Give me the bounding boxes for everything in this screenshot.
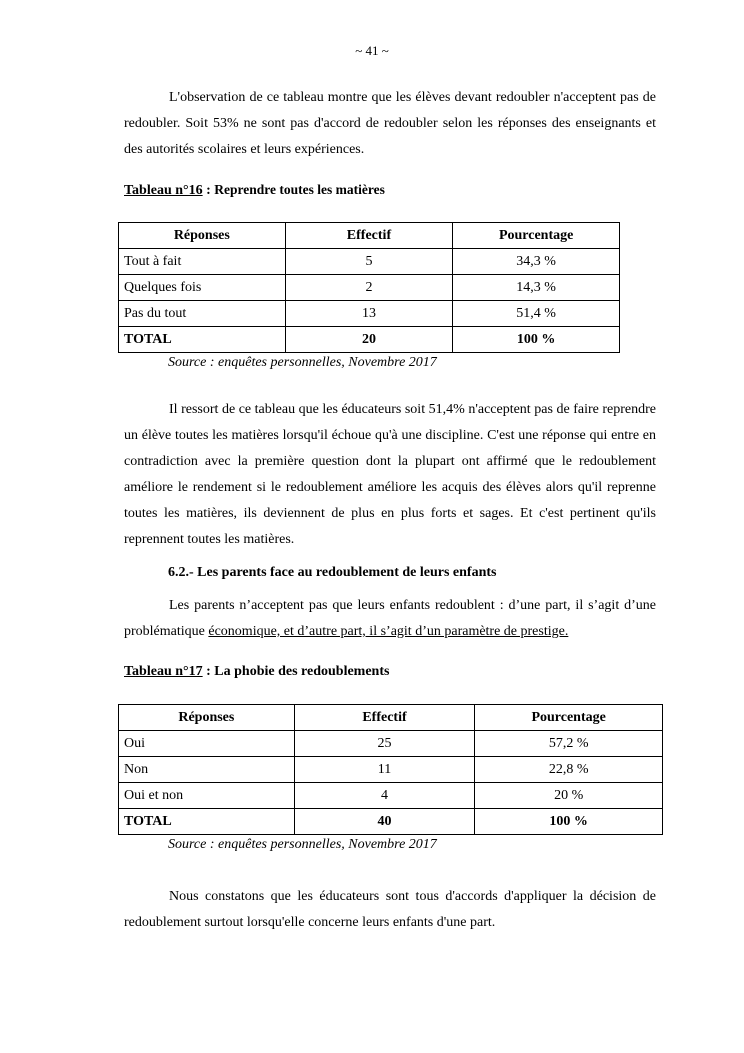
- cell-reponse: Oui et non: [119, 783, 295, 809]
- table16-title: Reprendre toutes les matières: [214, 182, 385, 197]
- cell-pourcentage: 34,3 %: [453, 249, 620, 275]
- cell-reponse: Quelques fois: [119, 275, 286, 301]
- cell-total-label: TOTAL: [119, 809, 295, 835]
- cell-effectif: 25: [294, 731, 475, 757]
- table17-label: Tableau n°17: [124, 664, 203, 679]
- cell-pourcentage: 14,3 %: [453, 275, 620, 301]
- cell-pourcentage: 20 %: [475, 783, 663, 809]
- table-row: [119, 275, 620, 301]
- header-effectif: Effectif: [285, 223, 453, 249]
- header-pourcentage: Pourcentage: [453, 223, 620, 249]
- paragraph-parents: [124, 593, 656, 645]
- table16-source: Source : enquêtes personnelles, Novembre 2017: [168, 355, 437, 370]
- table-header-row: [119, 705, 663, 731]
- cell-total-pourcentage: 100 %: [475, 809, 663, 835]
- cell-total-effectif: 40: [294, 809, 475, 835]
- header-reponses: Réponses: [119, 705, 295, 731]
- table-row: [119, 783, 663, 809]
- table-row: [119, 301, 620, 327]
- table16-caption: [124, 182, 385, 199]
- paragraph-parents-underlined: économique, et d’autre part, il s’agit d’un paramètre de prestige.: [208, 624, 569, 639]
- table-total-row: [119, 809, 663, 835]
- table16-label: Tableau n°16: [124, 183, 203, 198]
- header-effectif: Effectif: [294, 705, 475, 731]
- paragraph-conclusion-text: Nous constatons que les éducateurs sont tous d'accords d'appliquer la décision de redoublement surtout lorsqu'elle concerne leurs enfants d'une part.: [124, 889, 656, 930]
- cell-total-label: TOTAL: [119, 327, 286, 353]
- table-row: [119, 249, 620, 275]
- table17: [118, 704, 663, 835]
- cell-total-effectif: 20: [285, 327, 453, 353]
- section-heading: 6.2.- Les parents face au redoublement de leurs enfants: [168, 565, 497, 580]
- table17-caption: [124, 664, 389, 680]
- cell-effectif: 13: [285, 301, 453, 327]
- paragraph-conclusion: [124, 884, 656, 936]
- cell-effectif: 5: [285, 249, 453, 275]
- paragraph-analysis-text: Il ressort de ce tableau que les éducateurs soit 51,4% n'acceptent pas de faire reprendre un élève toutes les matières lorsqu'il échoue qu'à une discipline. C'est une réponse qui entre en contradiction avec la première question dont la plupart ont affirmé que le redoublement améliore le rendement si le redoublement améliore les acquis des élèves alors qu'il reprenne toutes les matières, ils deviennent de plus en plus forts et sages. Et c'est pertinent qu'ils reprennent toutes les matières.: [124, 402, 656, 547]
- table17-caption-sep: :: [202, 664, 215, 679]
- cell-effectif: 2: [285, 275, 453, 301]
- table-header-row: [119, 223, 620, 249]
- table-row: [119, 757, 663, 783]
- cell-reponse: Oui: [119, 731, 295, 757]
- cell-effectif: 4: [294, 783, 475, 809]
- cell-reponse: Non: [119, 757, 295, 783]
- cell-effectif: 11: [294, 757, 475, 783]
- paragraph-intro-text: L'observation de ce tableau montre que les élèves devant redoubler n'acceptent pas de redoubler. Soit 53% ne sont pas d'accord de redoubler selon les réponses des enseignants et des autorités scolaires et leurs expériences.: [124, 90, 656, 157]
- table-row: [119, 731, 663, 757]
- paragraph-analysis: [124, 397, 656, 553]
- paragraph-intro: [124, 85, 656, 163]
- table-total-row: [119, 327, 620, 353]
- cell-reponse: Tout à fait: [119, 249, 286, 275]
- cell-pourcentage: 22,8 %: [475, 757, 663, 783]
- table17-source: Source : enquêtes personnelles, Novembre 2017: [168, 837, 437, 852]
- cell-pourcentage: 51,4 %: [453, 301, 620, 327]
- cell-total-pourcentage: 100 %: [453, 327, 620, 353]
- header-pourcentage: Pourcentage: [475, 705, 663, 731]
- table17-title: La phobie des redoublements: [214, 664, 390, 679]
- paragraph-parents-text: Les parents n’acceptent pas que leurs enfants redoublent : d’une part, il s’agit d’une problématique: [124, 598, 656, 639]
- table16-caption-sep: :: [202, 183, 215, 198]
- table16: [118, 222, 620, 353]
- cell-pourcentage: 57,2 %: [475, 731, 663, 757]
- header-reponses: Réponses: [119, 223, 286, 249]
- page-number: ~ 41 ~: [355, 43, 389, 58]
- cell-reponse: Pas du tout: [119, 301, 286, 327]
